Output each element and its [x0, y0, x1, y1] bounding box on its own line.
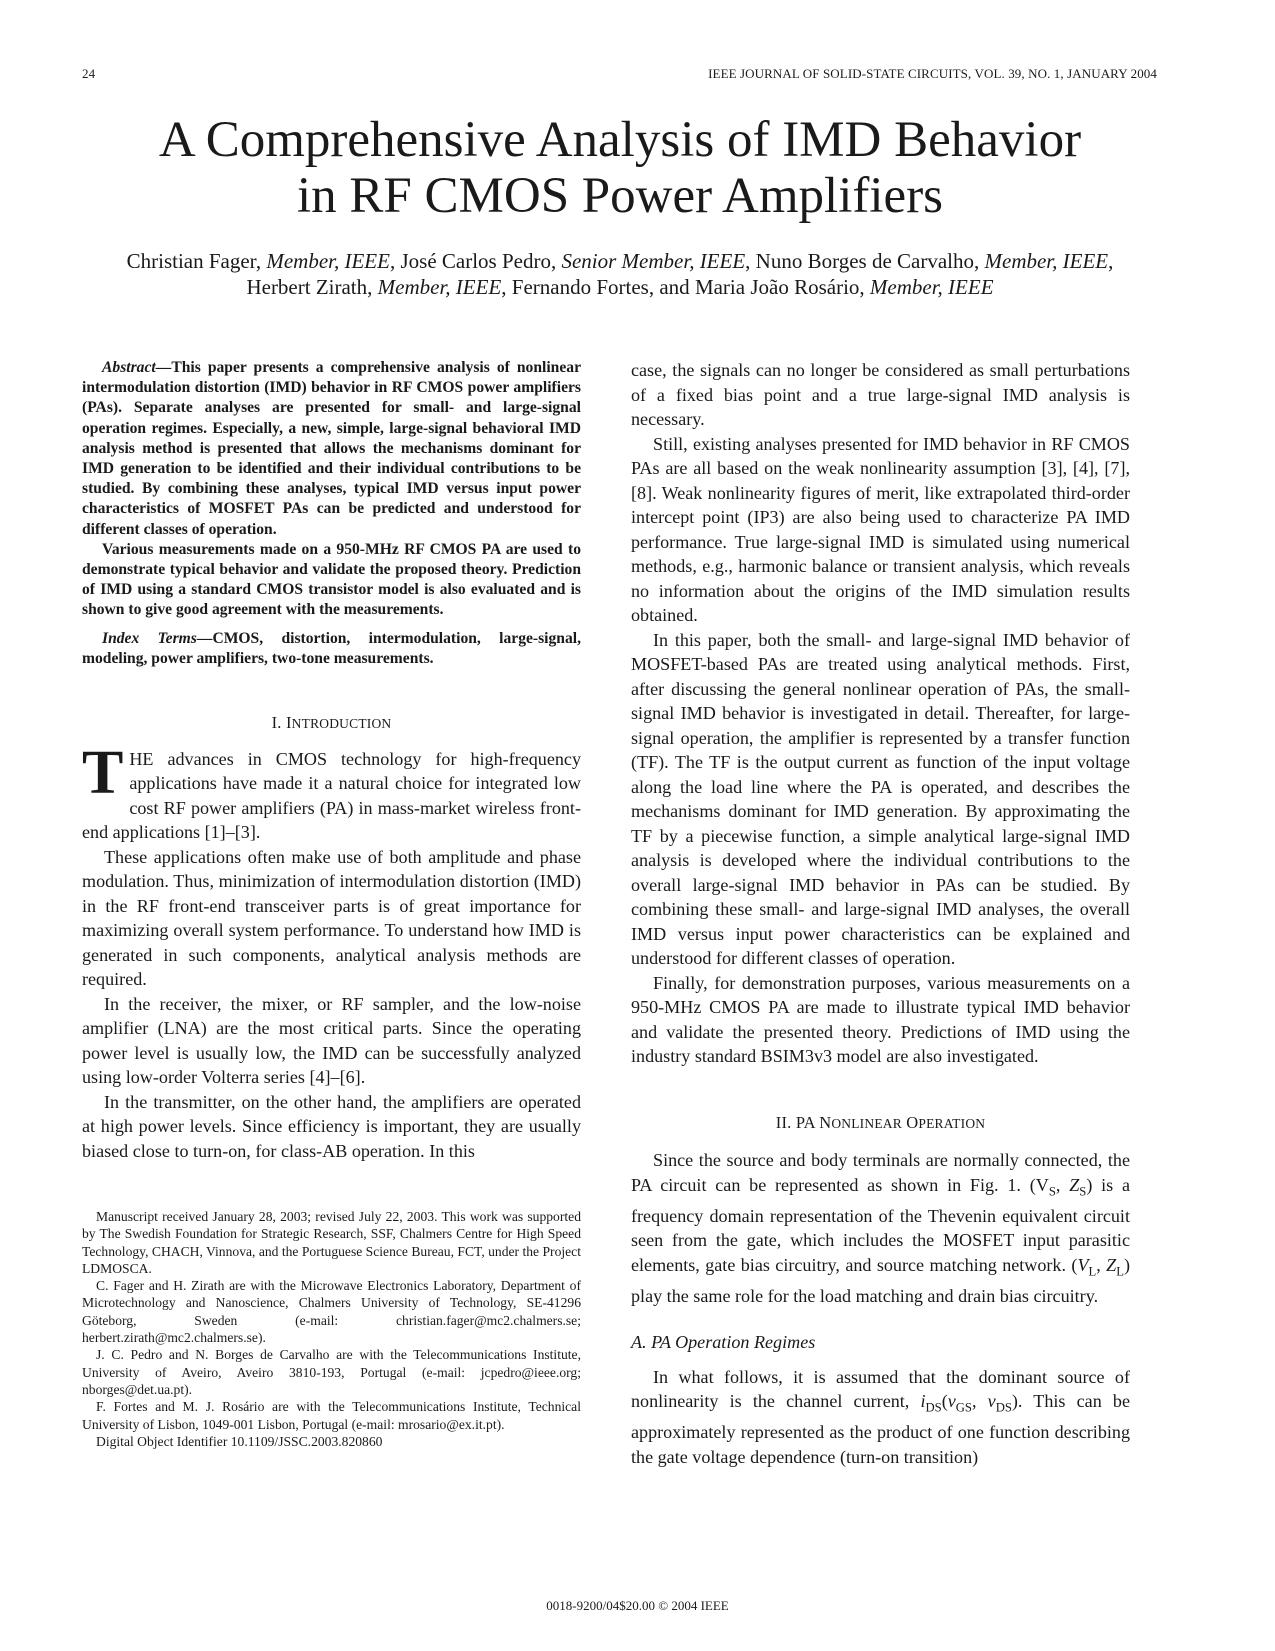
intro-paragraph-7: Finally, for demonstration purposes, various measurements on a 950-MHz CMOS PA are made to illustrate typical IMD behavior and validate the presented theory. Predictions of IMD using the industry standard BSIM3v3 model are also investigated.	[631, 972, 1130, 1066]
text-run: In what follows, it is assumed that the dominant source of nonlinearity is the channel current,	[631, 1366, 1130, 1412]
abstract-paragraph-2: Various measurements made on a 950-MHz RF CMOS PA are used to demonstrate typical behavior and validate the proposed theory. Prediction of IMD using a standard CMOS transistor model is also evaluated and is shown to give good agreement with the measurements.	[82, 540, 581, 619]
subsection-heading-pa-operation-regimes: A. PA Operation Regimes	[631, 1332, 816, 1353]
section-title-part: PERATION	[918, 1115, 986, 1131]
author-name: Maria João Rosário	[694, 275, 860, 299]
footnotes	[82, 1208, 581, 1450]
author-list	[0, 248, 1240, 300]
text-run: ) is a frequency domain representation of the Thevenin equivalent circuit seen from the gate, which includes the MOSFET input parasitic elements, gate bias circuitry, and source matching network. (	[631, 1174, 1131, 1275]
section-numeral: II.	[775, 1112, 792, 1132]
text-run: Since the source and body terminals are normally connected, the PA circuit can be represented as shown in Fig. 1. (V	[631, 1150, 1130, 1195]
section-heading-introduction	[82, 711, 581, 737]
section-title-part: ONLINEAR	[831, 1115, 902, 1131]
author-role: Member, IEEE	[869, 275, 994, 299]
intro-continued-paragraph: case, the signals can no longer be considered as small perturbations of a fixed bias point and a true large-signal IMD analysis is necessary.	[631, 360, 1130, 429]
text-run: ) play the same role for the load matching and drain bias circuitry.	[631, 1254, 1130, 1306]
intro-paragraph-3: In the receiver, the mixer, or RF sampler, and the low-noise amplifier (LNA) are the most critical parts. Since the operating power level is usually low, the IMD can be successfully analyzed using low-order Volterra series [4]–[6].	[82, 993, 581, 1088]
section-title-initial: I	[285, 713, 292, 733]
author-name: Herbert Zirath	[246, 275, 368, 299]
abstract	[82, 358, 581, 669]
author-role: Member, IEEE	[377, 275, 502, 299]
page-number: 24	[82, 66, 96, 81]
drop-cap: T	[82, 738, 124, 807]
intro-paragraph-1	[82, 738, 581, 845]
author-name: José Carlos Pedro	[400, 249, 551, 273]
footnote-affiliation-2: J. C. Pedro and N. Borges de Carvalho are with the Telecommunications Institute, University of Aveiro, Aveiro 3810-193, Portugal (e-mail: jcpedro@ieee.org; nborges@det.ua.pt).	[82, 1347, 581, 1397]
text-run: . This can be approximately represented as the product of one function describing the gate voltage dependence (turn-on transition)	[631, 1391, 1130, 1467]
author-line-1: Christian Fager, Member, IEEE, José Carlos Pedro, Senior Member, IEEE, Nuno Borges de Carvalho, Member, IEEE,	[126, 249, 1114, 273]
index-terms-text: CMOS, distortion, intermodulation, large-signal, modeling, power amplifiers, two-tone measurements.	[82, 629, 582, 667]
author-line-2: Herbert Zirath, Member, IEEE, Fernando Fortes, and Maria João Rosário, Member, IEEE	[246, 275, 994, 299]
intro-paragraph-1-text: HE advances in CMOS technology for high-frequency applications have made it a natural choice for integrated low cost RF power amplifiers (PA) in mass-market wireless front-end applications [1]–[3].	[82, 748, 581, 843]
abstract-paragraph-1	[82, 358, 581, 540]
author-name: Christian Fager	[126, 249, 256, 273]
title-line-1: A Comprehensive Analysis of IMD Behavior	[158, 112, 1082, 168]
abstract-label: Abstract—	[102, 359, 172, 376]
index-terms	[82, 629, 581, 669]
left-column	[82, 358, 581, 1163]
abstract-text: This paper presents a comprehensive analysis of nonlinear intermodulation distortion (IMD) behavior in RF CMOS power amplifiers (PAs). Separate analyses are presented for small- and large-signal operation regimes. Especially, a new, simple, large-signal behavioral IMD analysis method is presented that allows the mechanisms dominant for IMD generation to be identified and their individual contributions to be studied. By combining these analyses, typical IMD versus input power characteristics of MOSFET PAs can be predicted and understood for different classes of operation.	[82, 359, 581, 538]
footnote-affiliation-3: F. Fortes and M. J. Rosário are with the Telecommunications Institute, Technical University of Lisbon, 1049-001 Lisbon, Portugal (e-mail: mrosario@ex.it.pt).	[82, 1399, 581, 1432]
author-role: Senior Member, IEEE	[561, 249, 746, 273]
author-role: Member, IEEE	[266, 249, 390, 273]
footnote-doi: Digital Object Identifier 10.1109/JSSC.2003.820860	[96, 1433, 383, 1449]
intro-paragraph-5: Still, existing analyses presented for IMD behavior in RF CMOS PAs are all based on the weak nonlinearity assumption [3], [4], [7], [8]. Weak nonlinearity figures of merit, like extrapolated third-order intercept point (IP3) are also being used to characterize PA IMD performance. True large-signal IMD is simulated using numerical methods, e.g., harmonic balance or transient analysis, which reveals no information about the origins of the IMD simulation results obtained.	[631, 433, 1130, 625]
footnote-affiliation-1: C. Fager and H. Zirath are with the Microwave Electronics Laboratory, Department of Microtechnology and Nanoscience, Chalmers University of Technology, SE-41296 Göteborg, Sweden (e-mail: christian.fager@mc2.chalmers.se; herbert.zirath@mc2.chalmers.se).	[82, 1278, 581, 1346]
right-column	[631, 358, 1130, 1469]
intro-paragraph-6: In this paper, both the small- and large-signal IMD behavior of MOSFET-based PAs are treated using analytical methods. First, after discussing the general nonlinear operation of PAs, the small-signal IMD behavior is investigated in detail. Thereafter, for large-signal operation, the amplifier is represented by a transfer function (TF). The TF is the output current as function of the input voltage along the load line where the PA is operated, and describes the mechanisms dominant for IMD generation. By approximating the TF by a piecewise function, a simple analytical large-signal IMD analysis is developed where the individual contributions to the overall large-signal IMD behavior in PAs can be studied. By combining these small- and large-signal IMD analyses, the overall IMD versus input power characteristics can be explained and understood for different classes of operation.	[631, 629, 1130, 968]
section2-paragraph-2: In what follows, it is assumed that the dominant source of nonlinearity is the channel current, $i_{DS}(v_{GS}$, $v_{DS}$). This can be approximately represented as the product of one function describing the gate voltage dependence (turn-on transition)	[631, 1366, 1130, 1467]
section-numeral: I.	[271, 713, 282, 733]
intro-paragraph-2: These applications often make use of both amplitude and phase modulation. Thus, minimization of intermodulation distortion (IMD) in the RF front-end transceiver parts is of great importance for maximizing overall system performance. To understand how IMD is generated in such components, analytical analysis methods are required.	[82, 846, 581, 990]
footnote-manuscript: Manuscript received January 28, 2003; revised July 22, 2003. This work was supported by The Swedish Foundation for Strategic Research, SSF, Chalmers Centre for High Speed Technology, CHACH, Vinnova, and the Portuguese Science Bureau, FCT, under the Project LDMOSCA.	[82, 1209, 581, 1276]
author-conjunction: and	[659, 275, 690, 299]
author-name: Fernando Fortes	[511, 275, 649, 299]
title-line-2: in RF CMOS Power Amplifiers	[296, 168, 944, 224]
intro-paragraph-4: In the transmitter, on the other hand, the amplifiers are operated at high power levels. Since efficiency is important, they are usually biased close to turn-on, for class-AB operation. In this	[82, 1091, 581, 1161]
author-role: Member, IEEE	[984, 249, 1109, 273]
journal-header: IEEE JOURNAL OF SOLID-STATE CIRCUITS, VOL. 39, NO. 1, JANUARY 2004	[708, 66, 1157, 81]
copyright-footer: 0018-9200/04$20.00 © 2004 IEEE	[546, 1598, 729, 1613]
section2-paragraph-1: Since the source and body terminals are normally connected, the PA circuit can be represented as shown in Fig. 1. ($V_S$, $Z_S$) is a frequency domain representation of the Thevenin equivalent circuit seen from the gate, which includes the MOSFET input parasitic elements, gate bias circuitry, and source matching network. ($V_L$, $Z_L$) play the same role for the load matching and drain bias circuitry.	[631, 1150, 1131, 1306]
section-title-part: O	[901, 1112, 919, 1132]
section-heading-pa-nonlinear-operation	[631, 1111, 1130, 1137]
index-terms-label: Index Terms—	[102, 629, 213, 647]
section-title-part: PA N	[795, 1112, 832, 1132]
author-name: Nuno Borges de Carvalho	[755, 249, 974, 273]
section-title-rest: NTRODUCTION	[291, 716, 392, 732]
paper-title	[0, 112, 1240, 224]
